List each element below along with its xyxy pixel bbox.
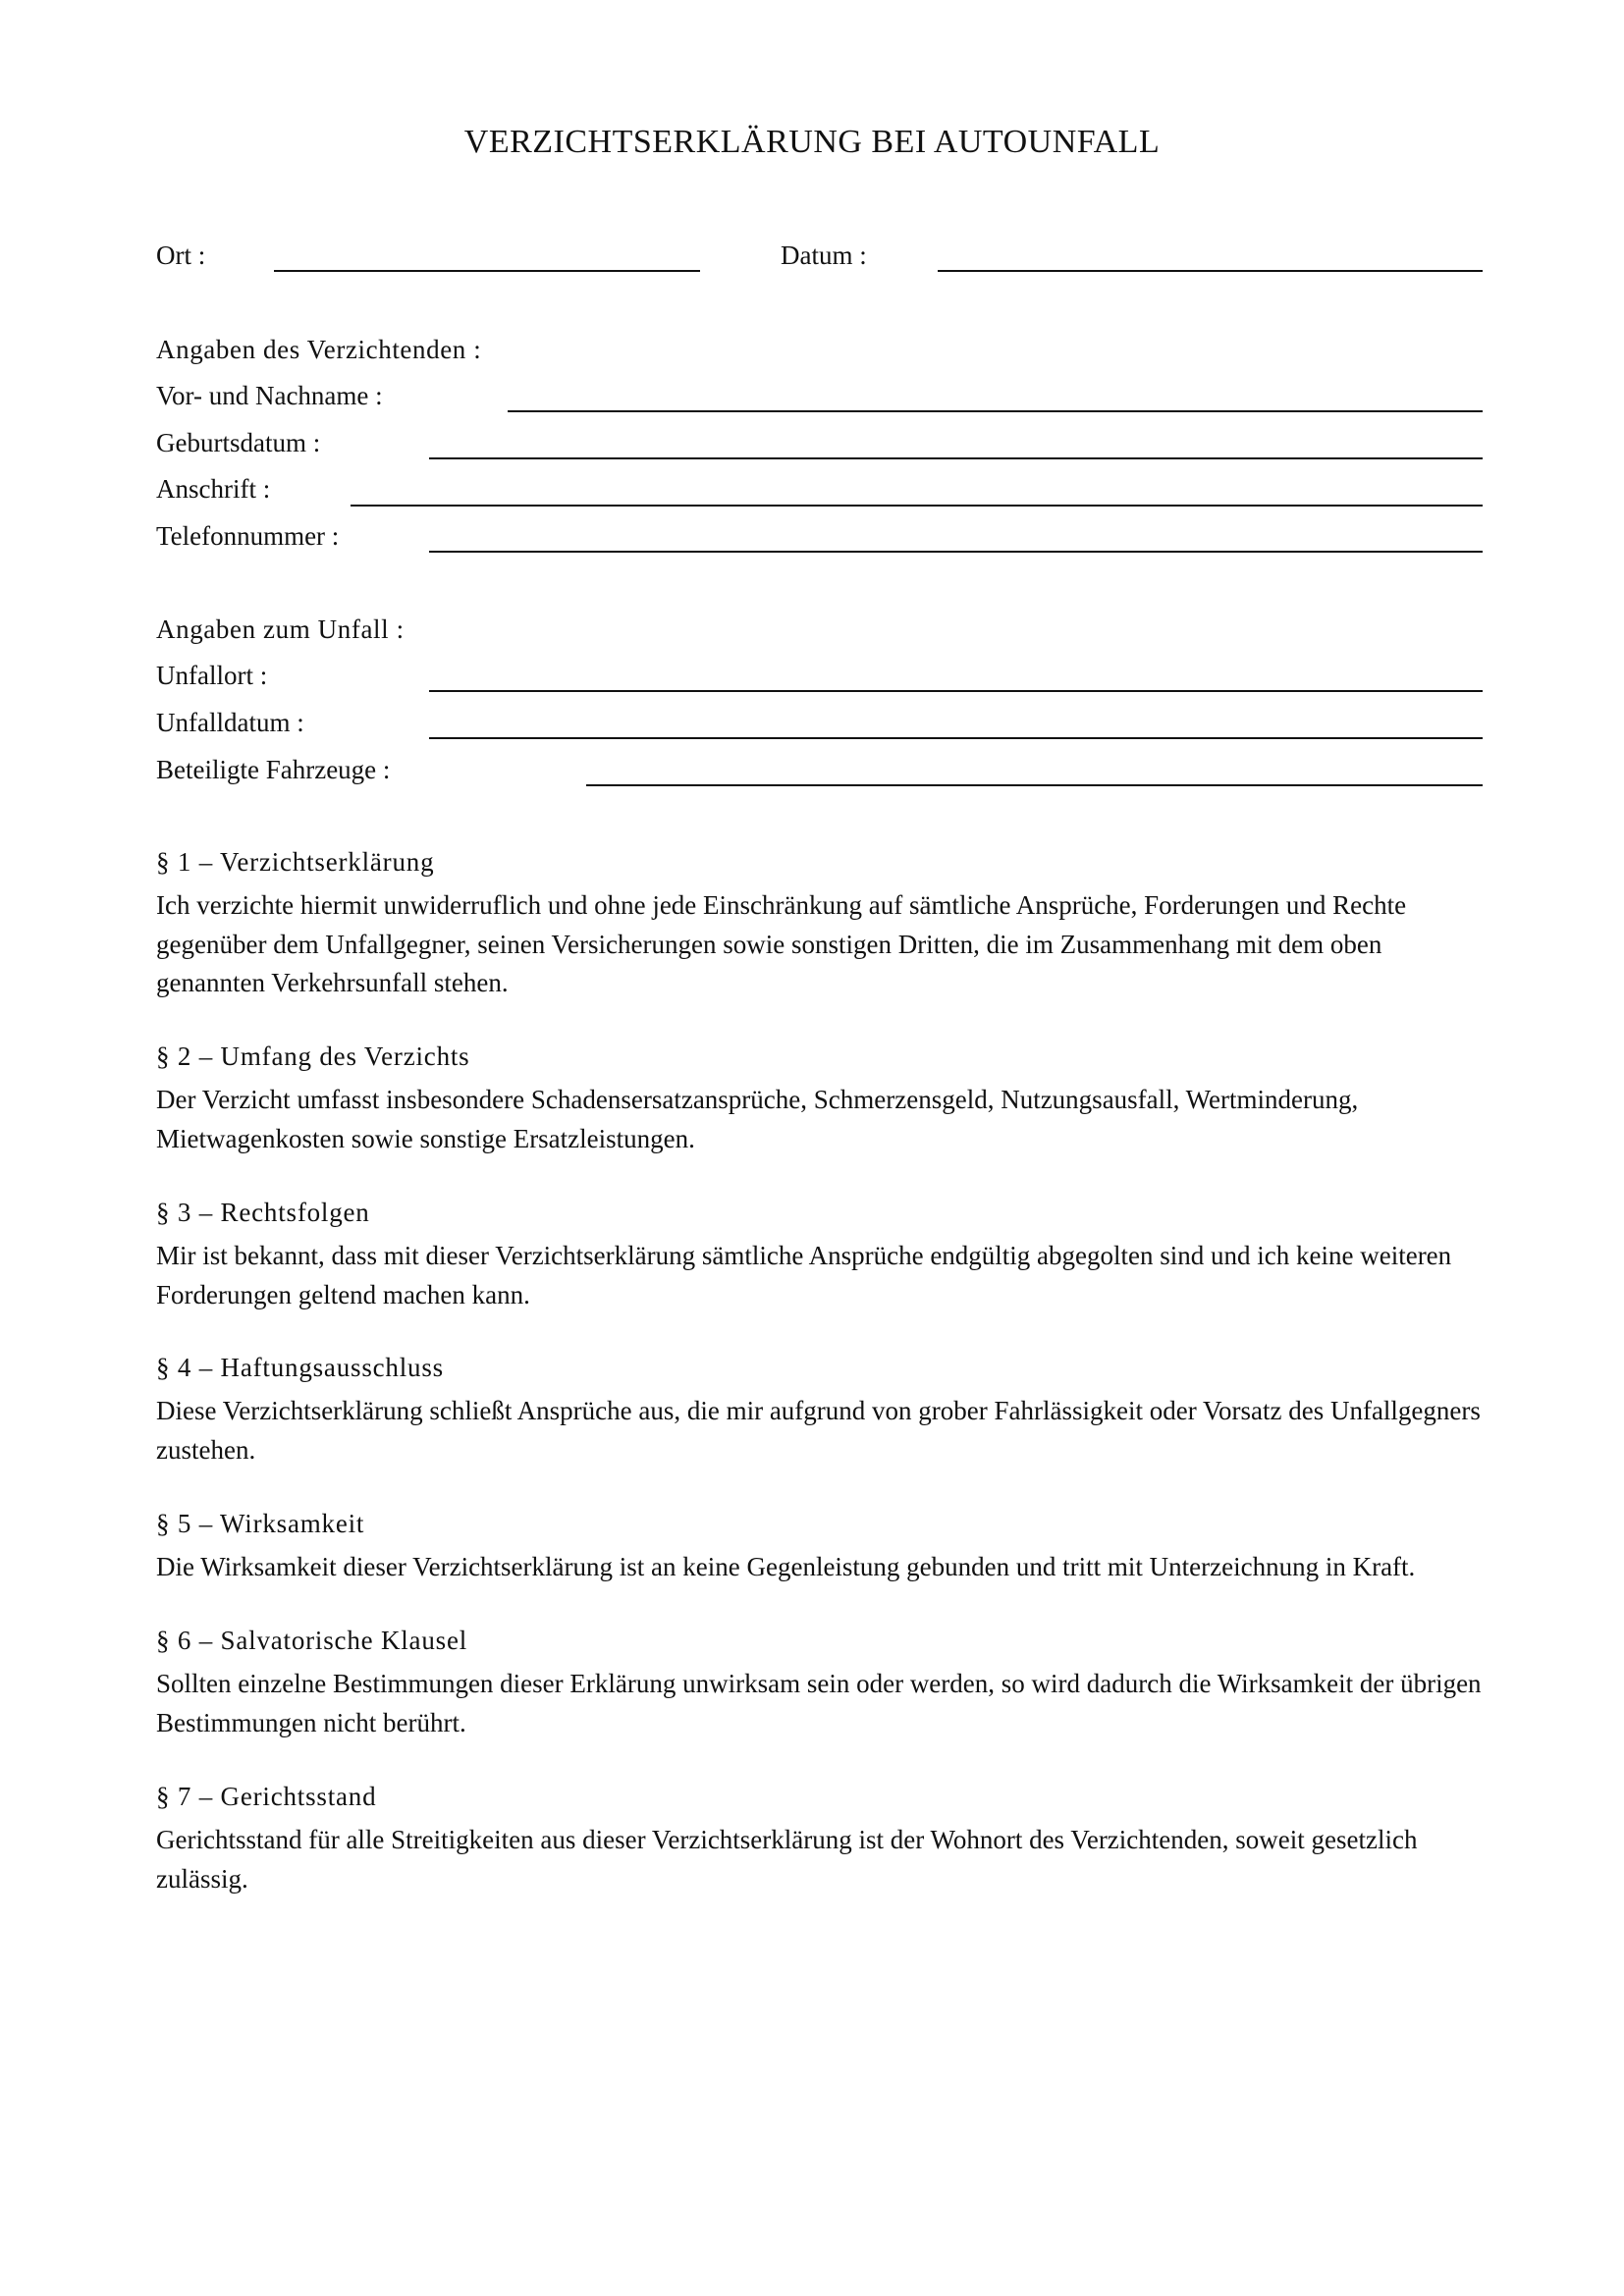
section-body: Die Wirksamkeit dieser Verzichtserklärung ist an keine Gegenleistung gebunden und tritt mit Unterzeichnung in Kraft. <box>156 1552 1416 1581</box>
section-title: § 2 – Umfang des Verzichts <box>156 1041 470 1071</box>
section-5 <box>156 1507 1491 1587</box>
section-4 <box>156 1351 1491 1469</box>
section-7 <box>156 1780 1491 1898</box>
fahrzeuge-field[interactable] <box>586 784 1483 786</box>
ort-field[interactable] <box>274 270 700 272</box>
section-body: Der Verzicht umfasst insbesondere Schadensersatzansprüche, Schmerzensgeld, Nutzungsausfall, Wertminderung, Mietwagenkosten sowie sonstige Ersatzleistungen. <box>156 1085 1359 1153</box>
section-body: Mir ist bekannt, dass mit dieser Verzichtserklärung sämtliche Ansprüche endgültig abgegolten sind und ich keine weiteren Forderungen geltend machen kann. <box>156 1241 1452 1309</box>
name-label: Vor- und Nachname : <box>156 381 383 410</box>
anschrift-label: Anschrift : <box>156 474 271 504</box>
unfallort-label: Unfallort : <box>156 661 268 690</box>
section-3 <box>156 1196 1491 1314</box>
geburtsdatum-field[interactable] <box>429 457 1483 459</box>
unfallort-field[interactable] <box>429 690 1483 692</box>
document-title: VERZICHTSERKLÄRUNG BEI AUTOUNFALL <box>463 124 1161 160</box>
ort-label: Ort : <box>156 240 206 270</box>
fahrzeuge-label: Beteiligte Fahrzeuge : <box>156 755 391 784</box>
section-title: § 6 – Salvatorische Klausel <box>156 1626 468 1655</box>
name-field[interactable] <box>508 410 1483 412</box>
section-1 <box>156 845 1491 1003</box>
geburtsdatum-label: Geburtsdatum : <box>156 428 321 457</box>
section-title: § 7 – Gerichtsstand <box>156 1782 377 1811</box>
section-body: Gerichtsstand für alle Streitigkeiten aus dieser Verzichtserklärung ist der Wohnort des Verzichtenden, soweit gesetzlich zulässig. <box>156 1825 1418 1894</box>
section-6 <box>156 1624 1491 1742</box>
section-title: § 4 – Haftungsausschluss <box>156 1353 444 1382</box>
section-title: § 3 – Rechtsfolgen <box>156 1198 370 1227</box>
unfalldatum-field[interactable] <box>429 737 1483 739</box>
anschrift-field[interactable] <box>351 505 1483 507</box>
telefon-label: Telefonnummer : <box>156 521 340 551</box>
datum-label: Datum : <box>781 240 867 270</box>
section-body: Ich verzichte hiermit unwiderruflich und ohne jede Einschränkung auf sämtliche Ansprüche, Forderungen und Rechte gegenüber dem Unfallgegner, seinen Versicherungen sowie sonstigen Dritten, die im Zusammenhang mit dem oben genannten Verkehrsunfall stehen. <box>156 890 1407 997</box>
section-title: § 1 – Verzichtserklärung <box>156 847 435 877</box>
verzichtender-heading: Angaben des Verzichtenden : <box>156 335 482 364</box>
unfalldatum-label: Unfalldatum : <box>156 708 304 737</box>
unfall-heading: Angaben zum Unfall : <box>156 614 405 644</box>
section-body: Diese Verzichtserklärung schließt Ansprüche aus, die mir aufgrund von grober Fahrlässigkeit oder Vorsatz des Unfallgegners zustehen. <box>156 1396 1481 1465</box>
telefon-field[interactable] <box>429 551 1483 553</box>
section-2 <box>156 1040 1491 1158</box>
section-body: Sollten einzelne Bestimmungen dieser Erklärung unwirksam sein oder werden, so wird dadurch die Wirksamkeit der übrigen Bestimmungen nicht berührt. <box>156 1669 1482 1737</box>
datum-field[interactable] <box>938 270 1483 272</box>
section-title: § 5 – Wirksamkeit <box>156 1509 365 1538</box>
